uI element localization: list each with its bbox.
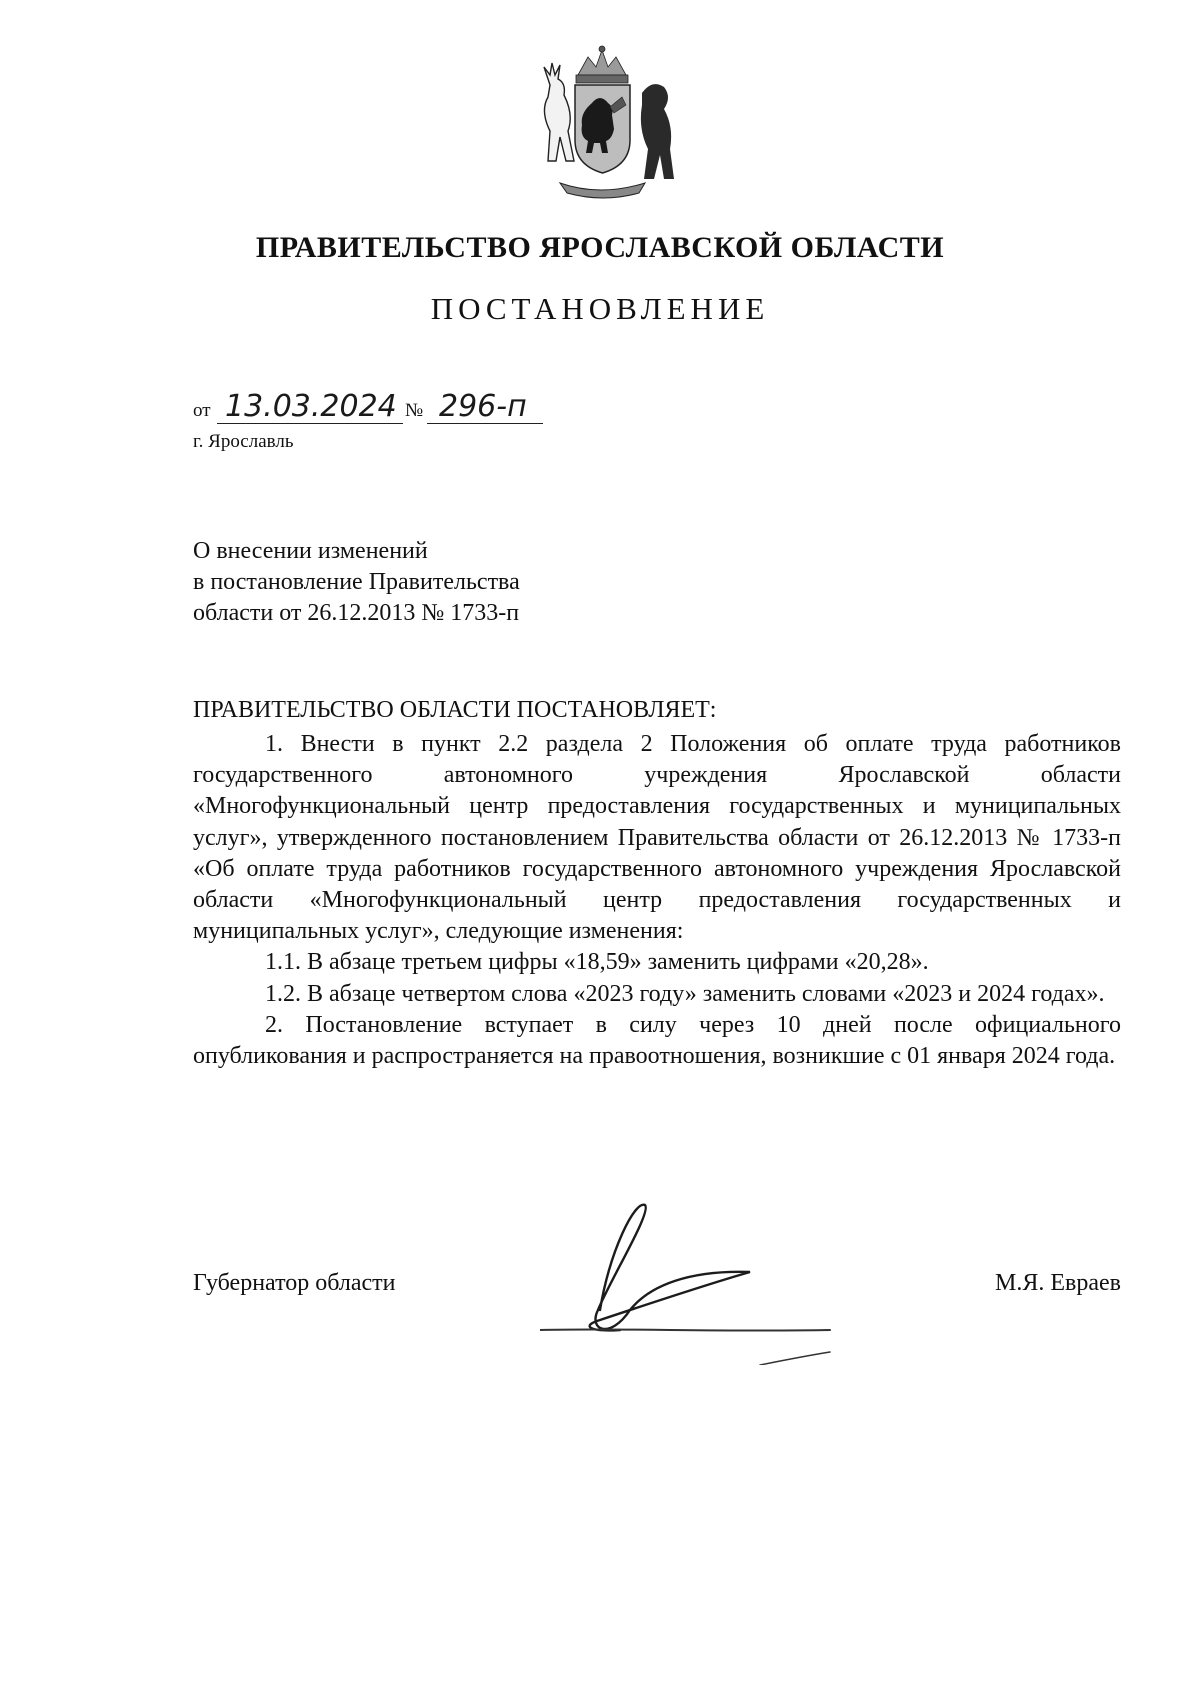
subject-line: О внесении изменений — [193, 538, 428, 564]
date-prefix: от — [193, 400, 211, 421]
preamble: ПРАВИТЕЛЬСТВО ОБЛАСТИ ПОСТАНОВЛЯЕТ: — [193, 697, 717, 723]
subject-line: в постановление Правительства — [193, 569, 520, 595]
organization-title: ПРАВИТЕЛЬСТВО ЯРОСЛАВСКОЙ ОБЛАСТИ — [255, 231, 945, 264]
coat-of-arms-emblem — [530, 45, 675, 205]
document-subject — [193, 536, 693, 629]
number-value: 296-п — [439, 389, 527, 424]
subject-line: области от 26.12.2013 № 1733-п — [193, 600, 520, 626]
clause-1-2: 1.2. В абзаце четвертом слова «2023 году» заменить словами «2023 и 2024 годах». — [265, 980, 1105, 1007]
number-prefix: № — [405, 400, 424, 421]
date-value: 13.03.2024 — [225, 389, 397, 424]
clause-1: 1. Внести в пункт 2.2 раздела 2 Положения об оплате труда работников государственного автономного учреждения Ярославской области «Многофункциональный центр предоставления государственных и муниципальных услуг», утвержденного постановлением Правительства области от 26.12.2013 № 1733-п «Об оплате труда работников государственного автономного учреждения Ярославской области «Многофункциональный центр предоставления государственных и муниципальных услуг», следующие изменения: — [193, 731, 1121, 945]
signer-title: Губернатор области — [193, 1270, 396, 1296]
date-number-line — [193, 389, 553, 432]
clause-2: 2. Постановление вступает в силу через 10 дней после официального опубликования и распространяется на правоотношения, возникшие с 01 января 2024 года. — [193, 1011, 1121, 1070]
document-type: ПОСТАНОВЛЕНИЕ — [430, 291, 770, 326]
handwritten-signature — [540, 1190, 840, 1365]
document-body — [193, 729, 1121, 1072]
signer-name: М.Я. Евраев — [995, 1270, 1121, 1296]
clause-1-1: 1.1. В абзаце третьем цифры «18,59» заменить цифрами «20,28». — [265, 949, 929, 976]
city-label: г. Ярославль — [193, 431, 294, 452]
